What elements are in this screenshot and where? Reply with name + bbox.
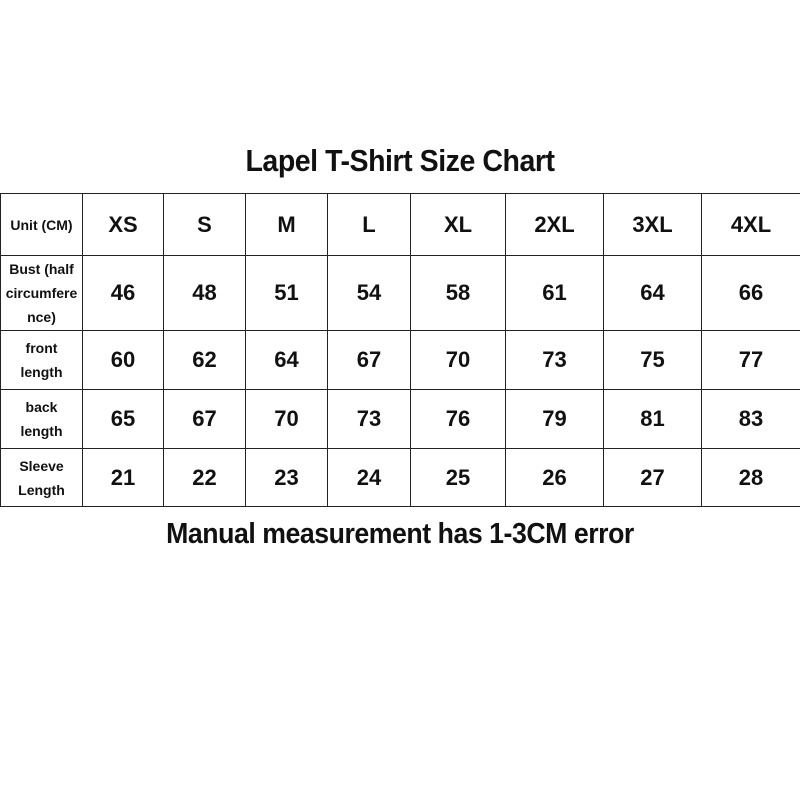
table-cell: 65 xyxy=(83,390,164,449)
table-cell: 54 xyxy=(328,256,411,331)
table-row xyxy=(1,449,800,507)
table-cell: 73 xyxy=(328,390,411,449)
row-label-sleeve-length xyxy=(1,449,83,507)
table-cell: 24 xyxy=(328,449,411,507)
measurement-note: Manual measurement has 1-3CM error xyxy=(166,518,634,550)
table-cell: 62 xyxy=(164,331,246,390)
table-cell: 75 xyxy=(604,331,702,390)
row-label-line: length xyxy=(20,423,63,439)
size-header-m: M xyxy=(246,194,328,256)
table-cell: 61 xyxy=(506,256,604,331)
table-cell: 46 xyxy=(83,256,164,331)
table-cell: 28 xyxy=(702,449,800,507)
table-cell: 60 xyxy=(83,331,164,390)
row-label-front-length xyxy=(1,331,83,390)
row-label-line: circumfere xyxy=(5,285,78,301)
table-cell: 25 xyxy=(411,449,506,507)
page-title: Lapel T-Shirt Size Chart xyxy=(245,143,555,178)
size-header-l: L xyxy=(328,194,411,256)
table-cell: 77 xyxy=(702,331,800,390)
size-header-s: S xyxy=(164,194,246,256)
table-cell: 22 xyxy=(164,449,246,507)
size-header-3xl: 3XL xyxy=(604,194,702,256)
row-label-line: front xyxy=(25,340,58,356)
table-cell: 51 xyxy=(246,256,328,331)
row-label-bust xyxy=(1,256,83,331)
unit-label: Unit (CM) xyxy=(1,194,83,256)
table-cell: 81 xyxy=(604,390,702,449)
table-row xyxy=(1,390,800,449)
table-cell: 79 xyxy=(506,390,604,449)
row-label-back-length xyxy=(1,390,83,449)
table-cell: 76 xyxy=(411,390,506,449)
row-label-line: back xyxy=(25,399,58,415)
row-label-line: Sleeve xyxy=(19,457,64,474)
table-cell: 23 xyxy=(246,449,328,507)
size-header-4xl: 4XL xyxy=(702,194,800,256)
table-cell: 70 xyxy=(246,390,328,449)
size-chart-table xyxy=(0,193,800,507)
header-row xyxy=(1,194,800,256)
row-label-line: nce) xyxy=(27,309,56,325)
table-cell: 64 xyxy=(604,256,702,331)
row-label-line: Length xyxy=(18,481,65,498)
table-cell: 66 xyxy=(702,256,800,331)
row-label-line: length xyxy=(20,364,63,380)
table-cell: 73 xyxy=(506,331,604,390)
table-row xyxy=(1,331,800,390)
size-header-xl: XL xyxy=(411,194,506,256)
size-header-xs: XS xyxy=(83,194,164,256)
table-cell: 27 xyxy=(604,449,702,507)
table-cell: 83 xyxy=(702,390,800,449)
table-cell: 21 xyxy=(83,449,164,507)
table-cell: 26 xyxy=(506,449,604,507)
table-cell: 67 xyxy=(164,390,246,449)
row-label-line: Bust (half xyxy=(9,261,74,277)
table-cell: 67 xyxy=(328,331,411,390)
table-row xyxy=(1,256,800,331)
size-header-2xl: 2XL xyxy=(506,194,604,256)
table-cell: 70 xyxy=(411,331,506,390)
table-cell: 64 xyxy=(246,331,328,390)
table-cell: 48 xyxy=(164,256,246,331)
table-cell: 58 xyxy=(411,256,506,331)
